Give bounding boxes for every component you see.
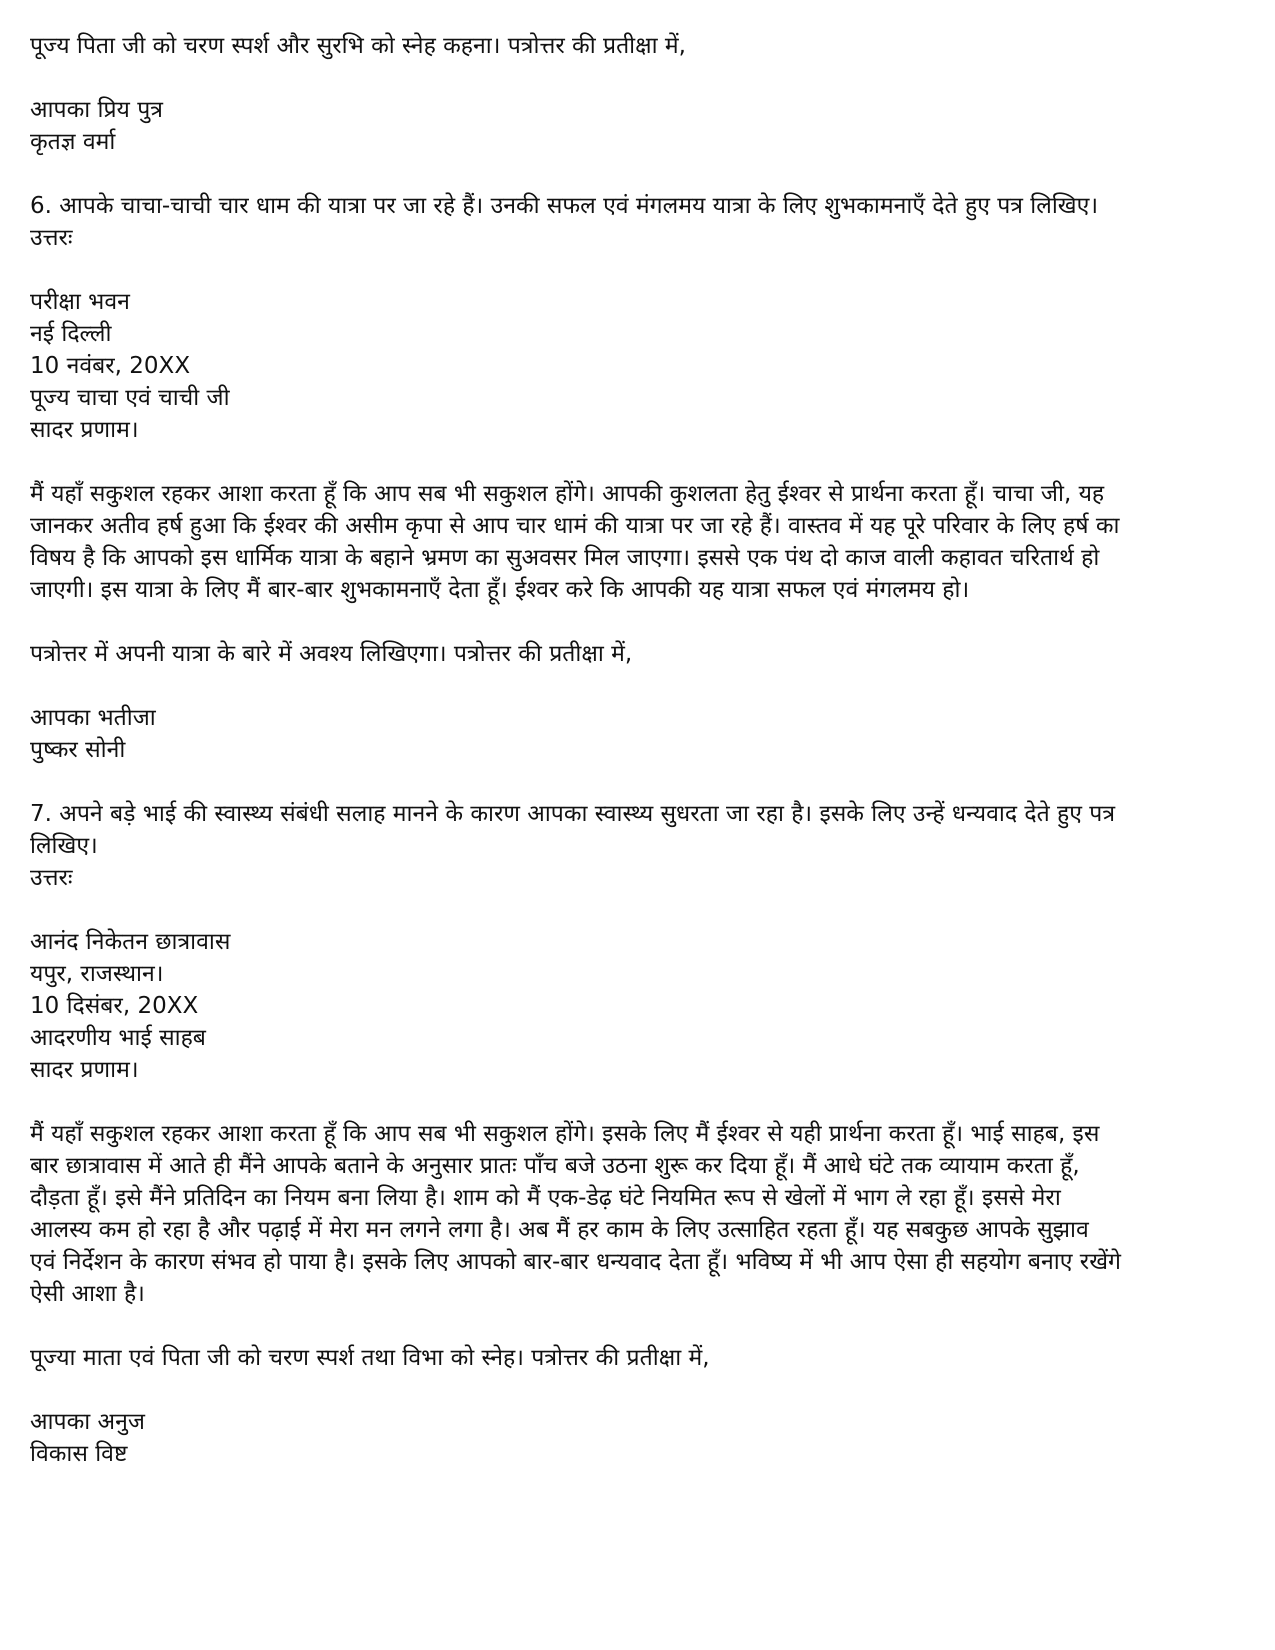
q6-body-line: विषय है कि आपको इस धार्मिक यात्रा के बहाने भ्रमण का सुअवसर मिल जाएगा। इससे एक पंथ दो काज वाली कहावत चरितार्थ हो bbox=[30, 545, 1100, 571]
q7-address-line2: यपुर, राजस्थान। bbox=[30, 961, 164, 987]
q7-closing-line: पूज्या माता एवं पिता जी को चरण स्पर्श तथा विभा को स्नेह। पत्रोत्तर की प्रतीक्षा में, bbox=[30, 1345, 710, 1371]
q7-body-line: ऐसी आशा है। bbox=[30, 1281, 145, 1307]
q6-answer-label: उत्तरः bbox=[30, 225, 73, 251]
q7-body-line: मैं यहाँ सकुशल रहकर आशा करता हूँ कि आप सब भी सकुशल होंगे। इसके लिए मैं ईश्वर से यही प्रार्थना करता हूँ। भाई साहब, इस bbox=[30, 1121, 1100, 1147]
q7-question-line2: लिखिए। bbox=[30, 833, 98, 859]
q7-closing-block bbox=[30, 1342, 1245, 1374]
q6-signature-block bbox=[30, 702, 1245, 766]
q6-signature: पुष्कर सोनी bbox=[30, 737, 126, 763]
q6-body-line: मैं यहाँ सकुशल रहकर आशा करता हूँ कि आप सब भी सकुशल होंगे। आपकी कुशलता हेतु ईश्वर से प्रार्थना करता हूँ। चाचा जी, यह bbox=[30, 481, 1105, 507]
q6-body-line: जानकर अतीव हर्ष हुआ कि ईश्वर की असीम कृपा से आप चार धामं की यात्रा पर जा रहे हैं। वास्तव में यह पूरे परिवार के लिए हर्ष का bbox=[30, 513, 1120, 539]
q6-header-block bbox=[30, 286, 1245, 446]
q7-signature: विकास विष्ट bbox=[30, 1441, 128, 1467]
q6-closing-block bbox=[30, 638, 1245, 670]
q6-greeting: सादर प्रणाम। bbox=[30, 417, 139, 443]
q7-answer-label: उत्तरः bbox=[30, 865, 73, 891]
q7-body-line: दौड़ता हूँ। इसे मैंने प्रतिदिन का नियम बना लिया है। शाम को मैं एक-डेढ़ घंटे नियमित रूप से खेलों में भाग ले रहा हूँ। इससे मेरा bbox=[30, 1185, 1061, 1211]
q6-closing-line: पत्रोत्तर में अपनी यात्रा के बारे में अवश्य लिखिएगा। पत्रोत्तर की प्रतीक्षा में, bbox=[30, 641, 633, 667]
signoff: आपका प्रिय पुत्र bbox=[30, 97, 163, 123]
q7-question-line1: 7. अपने बड़े भाई की स्वास्थ्य संबंधी सलाह मानने के कारण आपका स्वास्थ्य सुधरता जा रहा है। इसके लिए उन्हें धन्यवाद देते हुए पत्र bbox=[30, 801, 1116, 827]
q7-body-line: बार छात्रावास में आते ही मैंने आपके बताने के अनुसार प्रातः पाँच बजे उठना शुरू कर दिया हूँ। मैं आधे घंटे तक व्यायाम करता हूँ, bbox=[30, 1153, 1080, 1179]
q7-greeting: सादर प्रणाम। bbox=[30, 1057, 139, 1083]
q6-signoff: आपका भतीजा bbox=[30, 705, 156, 731]
q6-address-line2: नई दिल्ली bbox=[30, 321, 112, 347]
q7-salutation: आदरणीय भाई साहब bbox=[30, 1025, 206, 1051]
q6-salutation: पूज्य चाचा एवं चाची जी bbox=[30, 385, 230, 411]
q6-date: 10 नवंबर, 20XX bbox=[30, 353, 191, 379]
document-page bbox=[30, 30, 1245, 1502]
q7-heading-block bbox=[30, 798, 1245, 894]
signature: कृतज्ञ वर्मा bbox=[30, 129, 116, 155]
q7-date: 10 दिसंबर, 20XX bbox=[30, 993, 199, 1019]
letter5-signature-block bbox=[30, 94, 1245, 158]
q7-address-line1: आनंद निकेतन छात्रावास bbox=[30, 929, 231, 955]
q7-header-block bbox=[30, 926, 1245, 1086]
q6-address-line1: परीक्षा भवन bbox=[30, 289, 130, 315]
q7-signoff: आपका अनुज bbox=[30, 1409, 145, 1435]
q6-heading-block bbox=[30, 190, 1245, 254]
letter5-closing-block bbox=[30, 30, 1245, 62]
q7-signature-block bbox=[30, 1406, 1245, 1470]
q6-body-line: जाएगी। इस यात्रा के लिए मैं बार-बार शुभकामनाएँ देता हूँ। ईश्वर करे कि आपकी यह यात्रा सफल एवं मंगलमय हो। bbox=[30, 577, 970, 603]
closing-line: पूज्य पिता जी को चरण स्पर्श और सुरभि को स्नेह कहना। पत्रोत्तर की प्रतीक्षा में, bbox=[30, 33, 686, 59]
q7-body bbox=[30, 1118, 1245, 1310]
q7-body-line: आलस्य कम हो रहा है और पढ़ाई में मेरा मन लगने लगा है। अब मैं हर काम के लिए उत्साहित रहता हूँ। यह सबकुछ आपके सुझाव bbox=[30, 1217, 1089, 1243]
q6-question: 6. आपके चाचा-चाची चार धाम की यात्रा पर जा रहे हैं। उनकी सफल एवं मंगलमय यात्रा के लिए शुभकामनाएँ देते हुए पत्र लिखिए। bbox=[30, 193, 1099, 219]
q7-body-line: एवं निर्देशन के कारण संभव हो पाया है। इसके लिए आपको बार-बार धन्यवाद देता हूँ। भविष्य में भी आप ऐसा ही सहयोग बनाए रखेंगे bbox=[30, 1249, 1121, 1275]
q6-body bbox=[30, 478, 1245, 606]
